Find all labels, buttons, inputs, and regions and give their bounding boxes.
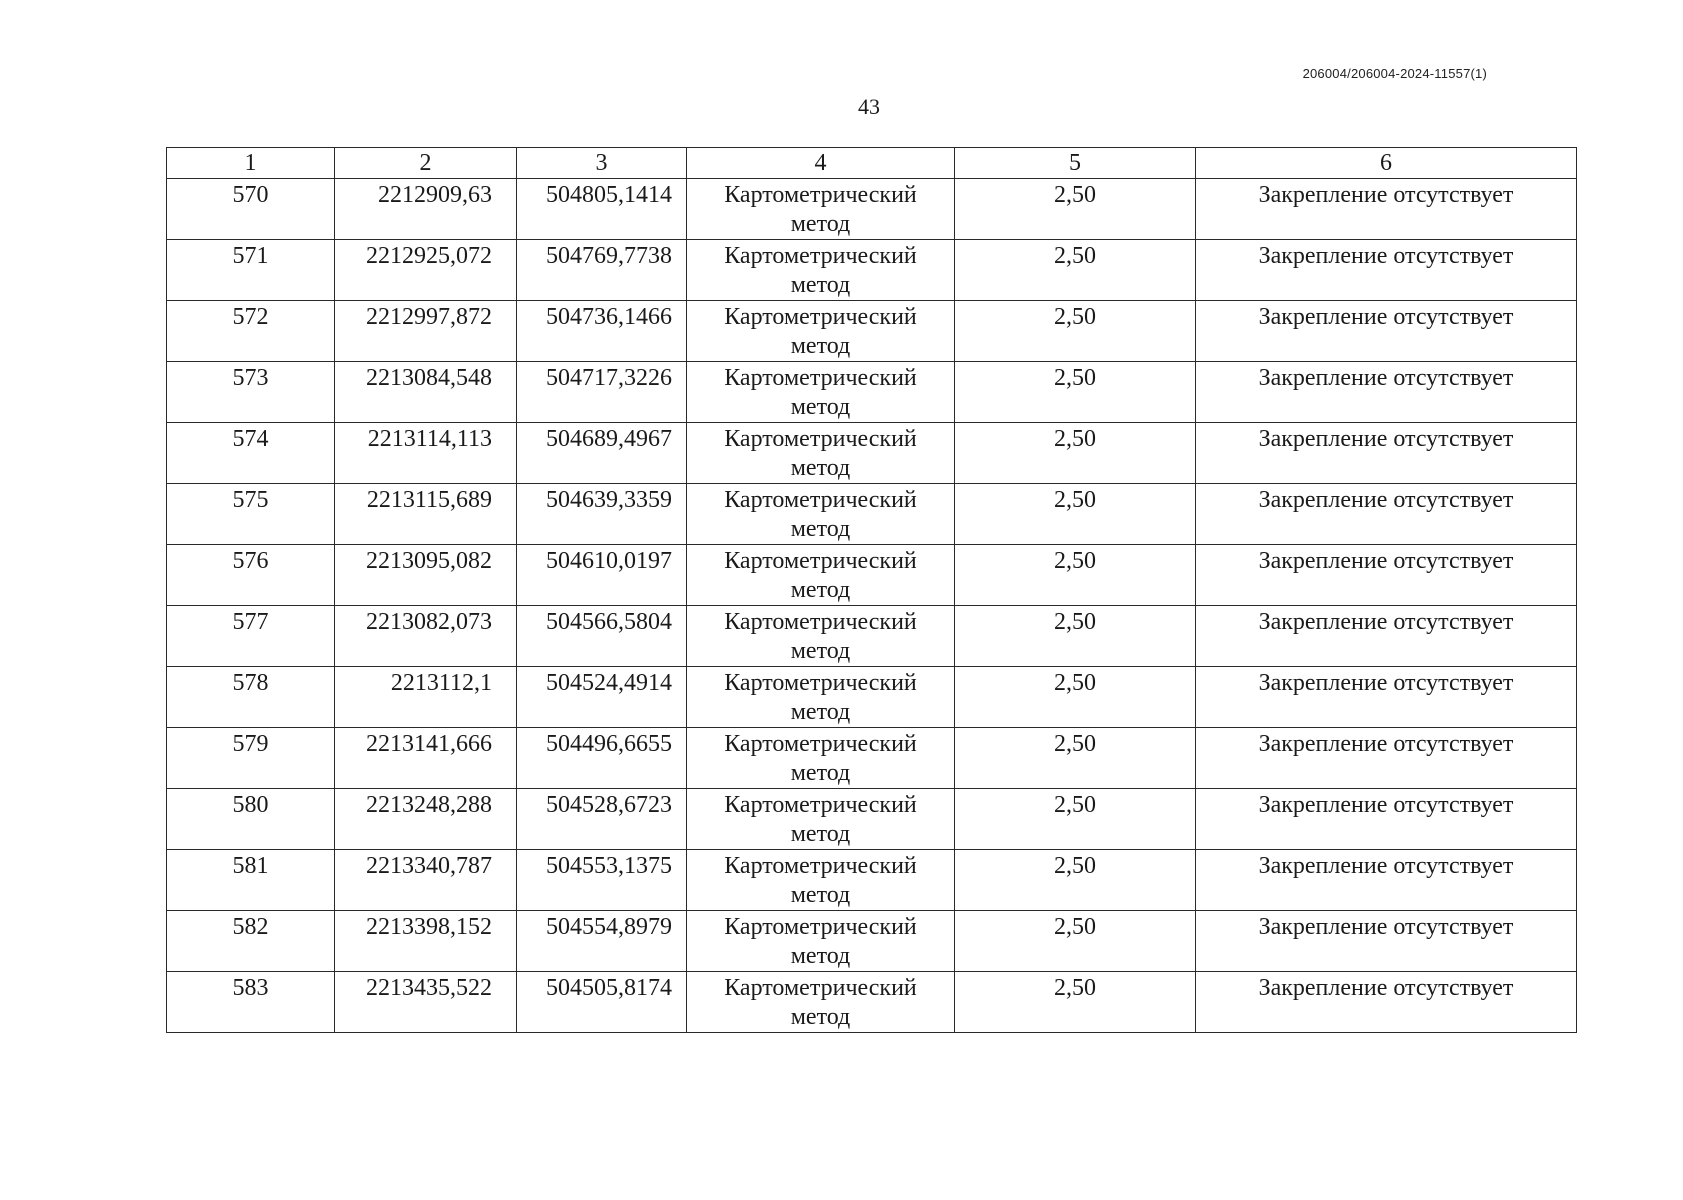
point-number: 582 <box>167 911 335 972</box>
coordinate-y: 504805,1414 <box>517 179 687 240</box>
determination-method <box>687 240 955 301</box>
column-header-3: 3 <box>517 148 687 179</box>
table-row <box>167 240 1577 301</box>
accuracy-value: 2,50 <box>955 850 1196 911</box>
point-number: 583 <box>167 972 335 1033</box>
point-number: 573 <box>167 362 335 423</box>
determination-method <box>687 728 955 789</box>
coordinate-x: 2213095,082 <box>335 545 517 606</box>
table-header <box>167 148 1577 179</box>
fixing-description: Закрепление отсутствует <box>1196 240 1577 301</box>
point-number: 578 <box>167 667 335 728</box>
table-row <box>167 850 1577 911</box>
table-row <box>167 728 1577 789</box>
method-line-2: метод <box>790 821 851 847</box>
accuracy-value: 2,50 <box>955 545 1196 606</box>
determination-method <box>687 972 955 1033</box>
method-line-1: Картометрический <box>724 304 917 330</box>
fixing-description: Закрепление отсутствует <box>1196 423 1577 484</box>
fixing-description: Закрепление отсутствует <box>1196 301 1577 362</box>
document-id: 206004/206004-2024-11557(1) <box>1302 66 1487 81</box>
determination-method <box>687 179 955 240</box>
table-row <box>167 179 1577 240</box>
method-line-1: Картометрический <box>724 853 917 879</box>
point-number: 581 <box>167 850 335 911</box>
point-number: 574 <box>167 423 335 484</box>
coordinate-y: 504689,4967 <box>517 423 687 484</box>
coordinate-x: 2213398,152 <box>335 911 517 972</box>
table-row <box>167 301 1577 362</box>
accuracy-value: 2,50 <box>955 972 1196 1033</box>
column-header-1: 1 <box>167 148 335 179</box>
method-line-2: метод <box>790 272 851 298</box>
coordinate-x: 2212909,63 <box>335 179 517 240</box>
coordinate-x: 2213115,689 <box>335 484 517 545</box>
coordinate-y: 504610,0197 <box>517 545 687 606</box>
fixing-description: Закрепление отсутствует <box>1196 972 1577 1033</box>
accuracy-value: 2,50 <box>955 484 1196 545</box>
method-line-2: метод <box>790 394 851 420</box>
determination-method <box>687 301 955 362</box>
table-row <box>167 362 1577 423</box>
coordinate-y: 504639,3359 <box>517 484 687 545</box>
method-line-2: метод <box>790 943 851 969</box>
method-line-2: метод <box>790 211 851 237</box>
method-line-2: метод <box>790 577 851 603</box>
method-line-2: метод <box>790 333 851 359</box>
method-line-1: Картометрический <box>724 975 917 1001</box>
accuracy-value: 2,50 <box>955 179 1196 240</box>
coordinate-y: 504496,6655 <box>517 728 687 789</box>
accuracy-value: 2,50 <box>955 240 1196 301</box>
method-line-1: Картометрический <box>724 365 917 391</box>
coordinates-table <box>166 147 1577 1033</box>
fixing-description: Закрепление отсутствует <box>1196 484 1577 545</box>
determination-method <box>687 606 955 667</box>
coordinate-y: 504769,7738 <box>517 240 687 301</box>
coordinate-x: 2213435,522 <box>335 972 517 1033</box>
table-row <box>167 545 1577 606</box>
method-line-2: метод <box>790 455 851 481</box>
header-row <box>167 148 1577 179</box>
determination-method <box>687 789 955 850</box>
method-line-2: метод <box>790 1004 851 1030</box>
table-row <box>167 667 1577 728</box>
method-line-2: метод <box>790 699 851 725</box>
column-header-6: 6 <box>1196 148 1577 179</box>
coordinate-y: 504566,5804 <box>517 606 687 667</box>
table-row <box>167 911 1577 972</box>
fixing-description: Закрепление отсутствует <box>1196 667 1577 728</box>
coordinate-y: 504553,1375 <box>517 850 687 911</box>
coordinate-x: 2213114,113 <box>335 423 517 484</box>
point-number: 571 <box>167 240 335 301</box>
point-number: 580 <box>167 789 335 850</box>
coordinate-x: 2213084,548 <box>335 362 517 423</box>
point-number: 575 <box>167 484 335 545</box>
fixing-description: Закрепление отсутствует <box>1196 850 1577 911</box>
accuracy-value: 2,50 <box>955 728 1196 789</box>
coordinate-x: 2213141,666 <box>335 728 517 789</box>
accuracy-value: 2,50 <box>955 789 1196 850</box>
coordinate-y: 504505,8174 <box>517 972 687 1033</box>
table-row <box>167 484 1577 545</box>
fixing-description: Закрепление отсутствует <box>1196 362 1577 423</box>
method-line-1: Картометрический <box>724 243 917 269</box>
page-number: 43 <box>858 94 880 119</box>
table-row <box>167 606 1577 667</box>
method-line-2: метод <box>790 760 851 786</box>
determination-method <box>687 667 955 728</box>
accuracy-value: 2,50 <box>955 362 1196 423</box>
method-line-1: Картометрический <box>724 182 917 208</box>
method-line-1: Картометрический <box>724 731 917 757</box>
point-number: 570 <box>167 179 335 240</box>
determination-method <box>687 545 955 606</box>
determination-method <box>687 484 955 545</box>
accuracy-value: 2,50 <box>955 423 1196 484</box>
coordinate-x: 2213248,288 <box>335 789 517 850</box>
point-number: 576 <box>167 545 335 606</box>
method-line-1: Картометрический <box>724 609 917 635</box>
column-header-4: 4 <box>687 148 955 179</box>
fixing-description: Закрепление отсутствует <box>1196 606 1577 667</box>
fixing-description: Закрепление отсутствует <box>1196 545 1577 606</box>
determination-method <box>687 423 955 484</box>
point-number: 572 <box>167 301 335 362</box>
column-header-5: 5 <box>955 148 1196 179</box>
table-row <box>167 423 1577 484</box>
fixing-description: Закрепление отсутствует <box>1196 728 1577 789</box>
accuracy-value: 2,50 <box>955 911 1196 972</box>
point-number: 579 <box>167 728 335 789</box>
method-line-1: Картометрический <box>724 487 917 513</box>
table-body <box>167 179 1577 1033</box>
coordinate-x: 2213082,073 <box>335 606 517 667</box>
coordinate-y: 504736,1466 <box>517 301 687 362</box>
determination-method <box>687 850 955 911</box>
column-header-2: 2 <box>335 148 517 179</box>
table-row <box>167 972 1577 1033</box>
method-line-1: Картометрический <box>724 548 917 574</box>
accuracy-value: 2,50 <box>955 667 1196 728</box>
method-line-2: метод <box>790 882 851 908</box>
method-line-2: метод <box>790 638 851 664</box>
method-line-1: Картометрический <box>724 792 917 818</box>
coordinate-x: 2212925,072 <box>335 240 517 301</box>
coordinate-y: 504554,8979 <box>517 911 687 972</box>
coordinate-x: 2212997,872 <box>335 301 517 362</box>
point-number: 577 <box>167 606 335 667</box>
determination-method <box>687 362 955 423</box>
method-line-2: метод <box>790 516 851 542</box>
accuracy-value: 2,50 <box>955 606 1196 667</box>
fixing-description: Закрепление отсутствует <box>1196 911 1577 972</box>
method-line-1: Картометрический <box>724 670 917 696</box>
accuracy-value: 2,50 <box>955 301 1196 362</box>
method-line-1: Картометрический <box>724 426 917 452</box>
table-row <box>167 789 1577 850</box>
determination-method <box>687 911 955 972</box>
coordinate-y: 504717,3226 <box>517 362 687 423</box>
fixing-description: Закрепление отсутствует <box>1196 179 1577 240</box>
fixing-description: Закрепление отсутствует <box>1196 789 1577 850</box>
coordinate-x: 2213340,787 <box>335 850 517 911</box>
coordinate-y: 504524,4914 <box>517 667 687 728</box>
coordinate-x: 2213112,1 <box>335 667 517 728</box>
method-line-1: Картометрический <box>724 914 917 940</box>
coordinate-y: 504528,6723 <box>517 789 687 850</box>
